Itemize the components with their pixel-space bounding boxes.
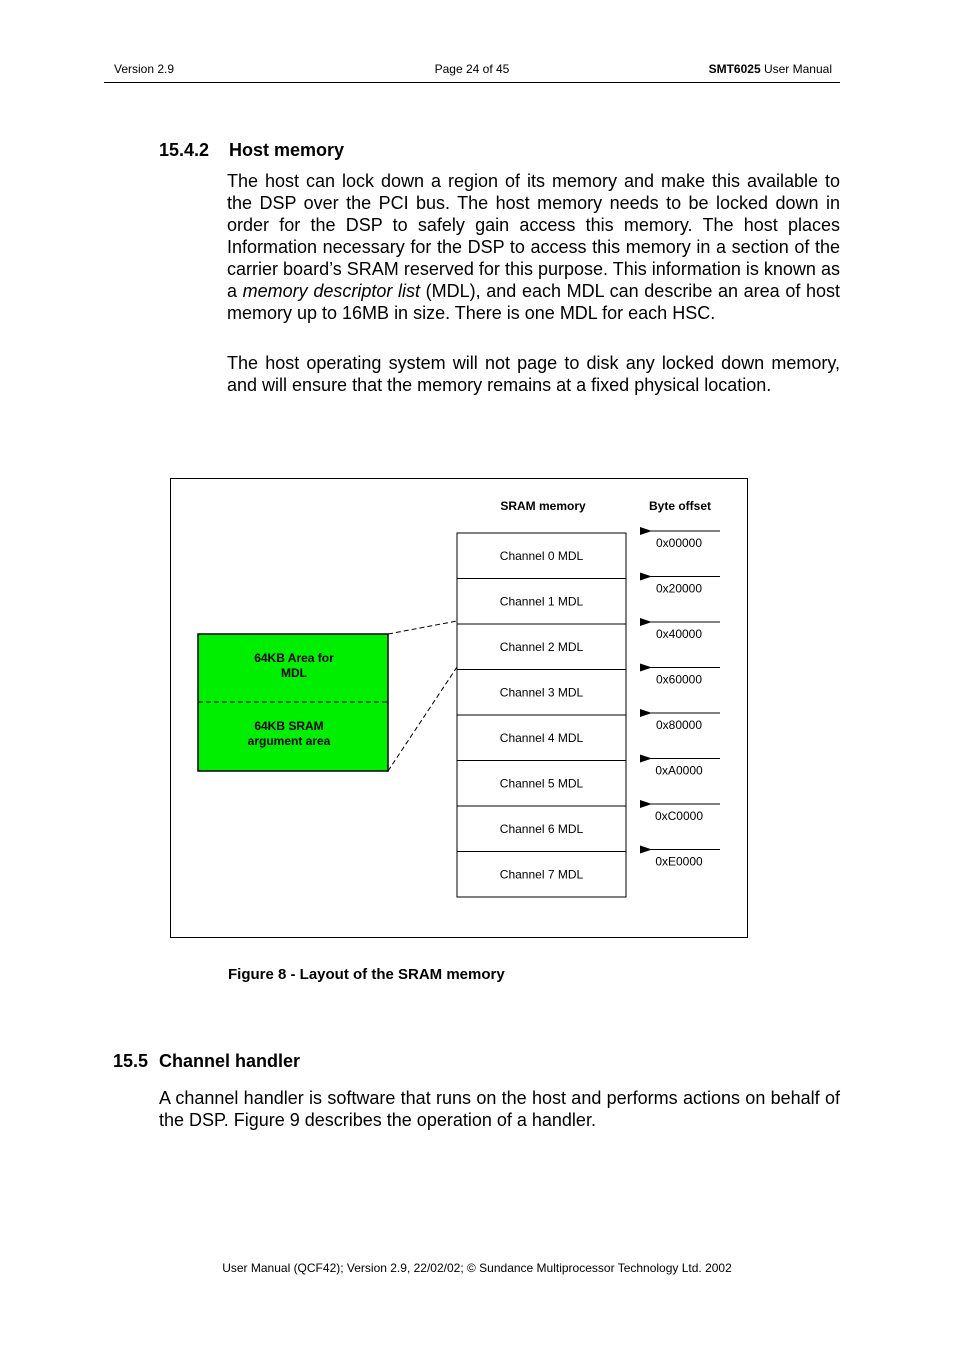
section-title: Host memory [229,140,345,160]
zoom-line-bottom [388,667,457,771]
offset-label-6: 0xC0000 [654,809,704,823]
header-product [709,62,832,76]
section-number: 15.4.2 [159,140,210,160]
area-mdl-line1: 64KB Area for [254,651,334,665]
sram-diagram [171,479,747,937]
header-version: Version 2.9 [114,62,175,76]
offset-label-0: 0x00000 [655,536,703,550]
channel-7-mdl-label: Channel 7 MDL [499,867,584,882]
offset-label-1: 0x20000 [655,581,703,596]
host-memory-paragraph-1 [227,170,840,324]
area-argument-line2: argument area [247,734,331,748]
channel-mdl-stack [457,533,626,897]
para1-text-a: The host can lock down a region of its memory and make this available to the DSP over the PCI bus. The host memory needs to be locked down in order for the DSP to safely gain access this memory. The host places Information necessary for the DSP to access this memory in a section of the carrier board’s SRAM reserved for this purpose. This information is known as a [227,171,840,301]
area-mdl-line2: MDL [281,666,307,680]
byte-offset-markers [651,531,720,869]
figure-8-caption: Figure 8 - Layout of the SRAM memory [228,966,505,983]
offset-label-7: 0xE0000 [655,854,703,869]
channel-0-mdl-label: Channel 0 MDL [499,548,584,563]
channel-4-mdl-label: Channel 4 MDL [499,730,584,745]
channel-3-mdl-label: Channel 3 MDL [499,685,584,700]
page-footer: User Manual (QCF42); Version 2.9, 22/02/02; © Sundance Multiprocessor Technology Ltd. 2002 [222,1261,732,1275]
section-heading-15-4-2 [159,140,344,161]
zoom-line-top [388,621,457,634]
area-argument-line1: 64KB SRAM [254,719,324,733]
channel-2-mdl-label: Channel 2 MDL [499,639,584,654]
section-heading-15-5 [113,1051,300,1072]
section-number: 15.5 [113,1051,149,1071]
header-product-suffix: User Manual [760,62,832,76]
page-header [104,62,840,83]
channel-5-mdl-label: Channel 5 MDL [499,776,584,791]
offset-label-3: 0x60000 [655,672,703,687]
sram-memory-label: SRAM memory [500,499,586,513]
para1-italic-term: memory descriptor list [242,281,420,301]
channel-1-mdl-label: Channel 1 MDL [499,594,584,609]
byte-offset-label: Byte offset [648,499,712,513]
para1-text-b: (MDL), and each MDL can describe an area of host memory up to 16MB in size. There is one MDL for each HSC. [227,281,840,323]
figure-8-sram-layout [170,478,748,938]
host-memory-paragraph-2: The host operating system will not page to disk any locked down memory, and will ensure that the memory remains at a fixed physical location. [227,353,840,395]
section-title: Channel handler [159,1051,301,1071]
channel-handler-paragraph: A channel handler is software that runs on the host and performs actions on behalf of the DSP. Figure 9 describes the operation of a handler. [159,1088,840,1130]
header-product-code: SMT6025 [708,62,761,76]
offset-label-4: 0x80000 [655,718,703,732]
offset-label-2: 0x40000 [655,627,703,641]
header-page-number: Page 24 of 45 [434,62,510,76]
channel-6-mdl-label: Channel 6 MDL [499,821,584,836]
offset-label-5: 0xA0000 [655,763,703,778]
